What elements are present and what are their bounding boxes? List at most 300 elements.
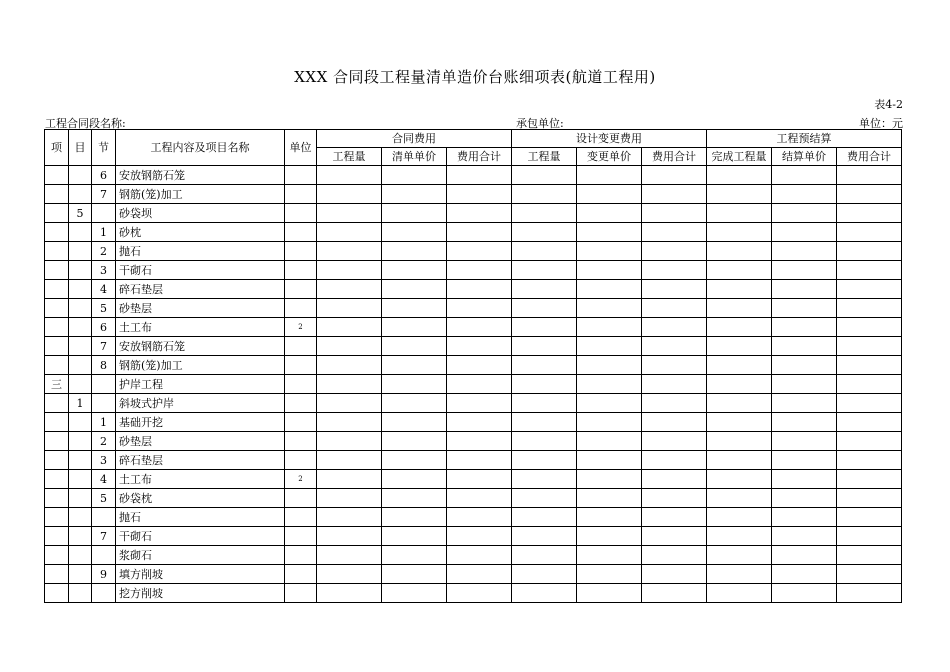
cell-value (577, 261, 642, 280)
cell-jie: 9 (92, 565, 116, 584)
cell-value (837, 223, 902, 242)
cell-xiang (45, 337, 69, 356)
table-row (45, 584, 902, 603)
cell-value (837, 166, 902, 185)
cell-value (512, 166, 577, 185)
cell-item-name: 砂垫层 (116, 432, 285, 451)
cell-value (577, 394, 642, 413)
cell-value (447, 432, 512, 451)
cell-value (447, 261, 512, 280)
cell-value (642, 318, 707, 337)
cell-jie: 1 (92, 223, 116, 242)
cell-value (577, 318, 642, 337)
cell-mu (69, 166, 92, 185)
cell-value (642, 185, 707, 204)
cell-item-name: 干砌石 (116, 261, 285, 280)
cell-value (577, 527, 642, 546)
cell-unit (285, 299, 317, 318)
cell-xiang (45, 508, 69, 527)
table-row (45, 223, 902, 242)
cell-value (512, 318, 577, 337)
cell-value (447, 223, 512, 242)
table-row (45, 204, 902, 223)
table-row (45, 432, 902, 451)
contractor-label: 承包单位: (516, 117, 564, 130)
cell-item-name: 浆砌石 (116, 546, 285, 565)
cell-value (772, 337, 837, 356)
cell-value (707, 204, 772, 223)
cell-value (837, 489, 902, 508)
cell-xiang (45, 166, 69, 185)
cell-value (642, 204, 707, 223)
cell-value (837, 204, 902, 223)
cell-value (512, 565, 577, 584)
cell-item-name: 钢筋(笼)加工 (116, 185, 285, 204)
cell-value (382, 546, 447, 565)
cell-value (642, 432, 707, 451)
cell-value (837, 432, 902, 451)
cell-jie (92, 584, 116, 603)
table-row (45, 318, 902, 337)
cell-value (447, 470, 512, 489)
header-settle-price: 结算单价 (772, 148, 837, 166)
header-mu: 目 (69, 130, 92, 166)
cell-value (317, 584, 382, 603)
header-content: 工程内容及项目名称 (116, 130, 285, 166)
cell-unit (285, 546, 317, 565)
cell-mu (69, 375, 92, 394)
cell-value (512, 584, 577, 603)
cell-unit (285, 394, 317, 413)
cell-value (642, 451, 707, 470)
cell-value (577, 565, 642, 584)
cell-xiang (45, 185, 69, 204)
cell-value (382, 261, 447, 280)
cell-value (642, 565, 707, 584)
cell-value (317, 413, 382, 432)
table-row (45, 337, 902, 356)
cell-value (577, 223, 642, 242)
cell-value (512, 223, 577, 242)
cell-value (317, 204, 382, 223)
cell-value (382, 318, 447, 337)
table-number: 表4-2 (874, 98, 903, 111)
cell-jie: 2 (92, 242, 116, 261)
cell-value (837, 565, 902, 584)
cell-value (837, 394, 902, 413)
cell-jie (92, 204, 116, 223)
cell-value (642, 280, 707, 299)
cell-xiang (45, 432, 69, 451)
cell-value (317, 565, 382, 584)
cell-value (447, 356, 512, 375)
cell-value (642, 508, 707, 527)
cell-item-name: 填方削坡 (116, 565, 285, 584)
cell-value (642, 413, 707, 432)
table-row (45, 280, 902, 299)
cell-value (512, 527, 577, 546)
cell-xiang (45, 223, 69, 242)
cell-value (512, 508, 577, 527)
cell-unit (285, 489, 317, 508)
cell-mu (69, 565, 92, 584)
cell-unit (285, 584, 317, 603)
cell-value (642, 584, 707, 603)
cell-value (317, 261, 382, 280)
cell-value (772, 356, 837, 375)
cell-xiang (45, 527, 69, 546)
ledger-table (44, 129, 902, 603)
cell-value (512, 280, 577, 299)
cell-mu (69, 280, 92, 299)
cell-unit (285, 375, 317, 394)
cell-xiang (45, 489, 69, 508)
cell-item-name: 碎石垫层 (116, 451, 285, 470)
cell-value (707, 299, 772, 318)
cell-value (772, 185, 837, 204)
cell-value (382, 413, 447, 432)
cell-item-name: 碎石垫层 (116, 280, 285, 299)
table-row (45, 527, 902, 546)
cell-mu (69, 413, 92, 432)
table-row (45, 489, 902, 508)
cell-jie: 6 (92, 318, 116, 337)
cell-xiang (45, 565, 69, 584)
cell-xiang (45, 280, 69, 299)
cell-value (447, 166, 512, 185)
cell-xiang (45, 204, 69, 223)
cell-value (382, 242, 447, 261)
table-row (45, 565, 902, 584)
cell-value (317, 356, 382, 375)
cell-value (447, 546, 512, 565)
cell-jie: 7 (92, 527, 116, 546)
cell-value (642, 394, 707, 413)
cell-item-name: 基础开挖 (116, 413, 285, 432)
cell-value (707, 546, 772, 565)
cell-value (317, 394, 382, 413)
cell-value (577, 166, 642, 185)
cell-value (707, 508, 772, 527)
cell-unit (285, 356, 317, 375)
table-row (45, 508, 902, 527)
currency-unit-label: 单位：元 (859, 117, 903, 130)
cell-jie: 3 (92, 261, 116, 280)
cell-value (512, 299, 577, 318)
cell-value (707, 337, 772, 356)
cell-xiang (45, 470, 69, 489)
cell-mu (69, 337, 92, 356)
cell-unit (285, 451, 317, 470)
header-xiang: 项 (45, 130, 69, 166)
table-row (45, 470, 902, 489)
cell-unit: 2 (285, 470, 317, 489)
cell-value (512, 337, 577, 356)
cell-value (577, 204, 642, 223)
table-header (45, 130, 902, 166)
cell-value (512, 413, 577, 432)
cell-value (707, 489, 772, 508)
cell-value (837, 356, 902, 375)
cell-mu (69, 185, 92, 204)
cell-value (382, 375, 447, 394)
table-row (45, 394, 902, 413)
cell-value (707, 394, 772, 413)
cell-value (772, 375, 837, 394)
cell-value (317, 508, 382, 527)
cell-mu (69, 432, 92, 451)
cell-value (707, 470, 772, 489)
cell-value (512, 185, 577, 204)
cell-value (837, 242, 902, 261)
cell-value (577, 508, 642, 527)
cell-value (707, 432, 772, 451)
cell-value (707, 280, 772, 299)
cell-value (512, 204, 577, 223)
cell-value (317, 223, 382, 242)
cell-item-name: 斜坡式护岸 (116, 394, 285, 413)
cell-value (837, 451, 902, 470)
table-row (45, 546, 902, 565)
header-change-total: 费用合计 (642, 148, 707, 166)
cell-value (772, 451, 837, 470)
cell-value (447, 375, 512, 394)
table-row (45, 299, 902, 318)
header-contract-qty: 工程量 (317, 148, 382, 166)
cell-value (512, 394, 577, 413)
cell-value (317, 546, 382, 565)
cell-value (317, 527, 382, 546)
cell-value (382, 508, 447, 527)
cell-value (382, 394, 447, 413)
cell-value (707, 185, 772, 204)
cell-value (707, 451, 772, 470)
cell-value (382, 584, 447, 603)
cell-value (447, 584, 512, 603)
cell-xiang (45, 318, 69, 337)
cell-value (447, 185, 512, 204)
cell-value (382, 565, 447, 584)
header-contract: 合同费用 (317, 130, 512, 148)
cell-value (512, 470, 577, 489)
cell-value (642, 337, 707, 356)
cell-value (577, 375, 642, 394)
cell-value (707, 527, 772, 546)
cell-value (837, 470, 902, 489)
cell-mu (69, 223, 92, 242)
cell-value (512, 546, 577, 565)
cell-value (772, 318, 837, 337)
cell-mu (69, 527, 92, 546)
cell-value (317, 337, 382, 356)
cell-value (772, 261, 837, 280)
cell-value (837, 280, 902, 299)
cell-value (707, 242, 772, 261)
cell-jie: 1 (92, 413, 116, 432)
cell-unit (285, 527, 317, 546)
cell-xiang (45, 394, 69, 413)
cell-value (837, 413, 902, 432)
cell-xiang (45, 261, 69, 280)
cell-value (512, 242, 577, 261)
cell-value (707, 356, 772, 375)
table-row (45, 375, 902, 394)
cell-value (642, 470, 707, 489)
section-name-label: 工程合同段名称: (45, 117, 126, 130)
cell-mu (69, 356, 92, 375)
cell-xiang (45, 242, 69, 261)
cell-value (382, 223, 447, 242)
cell-value (382, 451, 447, 470)
cell-jie (92, 546, 116, 565)
cell-value (772, 565, 837, 584)
cell-value (512, 451, 577, 470)
cell-unit (285, 185, 317, 204)
cell-mu (69, 489, 92, 508)
table-row (45, 242, 902, 261)
cell-value (772, 546, 837, 565)
cell-xiang (45, 413, 69, 432)
cell-value (317, 166, 382, 185)
cell-unit (285, 432, 317, 451)
cell-value (577, 185, 642, 204)
cell-unit (285, 337, 317, 356)
cell-jie: 7 (92, 337, 116, 356)
table-row (45, 451, 902, 470)
cell-value (317, 432, 382, 451)
cell-value (707, 584, 772, 603)
cell-value (837, 185, 902, 204)
cell-value (772, 527, 837, 546)
cell-mu (69, 242, 92, 261)
cell-value (447, 451, 512, 470)
table-row (45, 166, 902, 185)
cell-value (382, 432, 447, 451)
cell-value (707, 375, 772, 394)
cell-value (772, 413, 837, 432)
cell-mu (69, 470, 92, 489)
cell-unit (285, 204, 317, 223)
cell-mu (69, 299, 92, 318)
cell-value (642, 242, 707, 261)
cell-jie: 5 (92, 299, 116, 318)
cell-mu (69, 584, 92, 603)
cell-value (447, 318, 512, 337)
cell-jie: 5 (92, 489, 116, 508)
header-design-change: 设计变更费用 (512, 130, 707, 148)
cell-item-name: 土工布 (116, 318, 285, 337)
page-title: XXX 合同段工程量清单造价台账细项表(航道工程用) (294, 68, 656, 86)
cell-value (642, 356, 707, 375)
header-settle-total: 费用合计 (837, 148, 902, 166)
cell-value (707, 261, 772, 280)
cell-xiang (45, 299, 69, 318)
header-contract-total: 费用合计 (447, 148, 512, 166)
cell-value (642, 527, 707, 546)
header-change-qty: 工程量 (512, 148, 577, 166)
header-unit: 单位 (285, 130, 317, 166)
cell-value (772, 584, 837, 603)
cell-value (772, 489, 837, 508)
cell-value (382, 166, 447, 185)
cell-value (577, 299, 642, 318)
cell-mu (69, 451, 92, 470)
cell-value (317, 451, 382, 470)
table-row (45, 356, 902, 375)
cell-jie (92, 394, 116, 413)
cell-value (382, 185, 447, 204)
cell-value (577, 451, 642, 470)
cell-value (772, 299, 837, 318)
cell-xiang (45, 584, 69, 603)
cell-value (707, 166, 772, 185)
cell-value (772, 242, 837, 261)
cell-value (837, 546, 902, 565)
cell-value (577, 356, 642, 375)
header-bill-price: 清单单价 (382, 148, 447, 166)
cell-unit (285, 223, 317, 242)
cell-item-name: 砂袋坝 (116, 204, 285, 223)
cell-value (642, 261, 707, 280)
cell-value (577, 413, 642, 432)
cell-unit: 2 (285, 318, 317, 337)
cell-value (317, 280, 382, 299)
cell-value (447, 204, 512, 223)
cell-jie: 8 (92, 356, 116, 375)
cell-value (317, 318, 382, 337)
cell-value (577, 337, 642, 356)
cell-value (447, 337, 512, 356)
cell-value (382, 356, 447, 375)
table-row (45, 185, 902, 204)
cell-value (707, 318, 772, 337)
cell-value (577, 470, 642, 489)
cell-jie: 7 (92, 185, 116, 204)
cell-value (512, 356, 577, 375)
cell-value (837, 337, 902, 356)
cell-item-name: 挖方削坡 (116, 584, 285, 603)
cell-value (382, 470, 447, 489)
cell-value (317, 299, 382, 318)
cell-value (447, 280, 512, 299)
cell-value (317, 470, 382, 489)
cell-mu (69, 318, 92, 337)
cell-xiang (45, 356, 69, 375)
cell-value (317, 185, 382, 204)
cell-value (642, 375, 707, 394)
cell-item-name: 土工布 (116, 470, 285, 489)
cell-unit (285, 508, 317, 527)
cell-value (837, 375, 902, 394)
header-jie: 节 (92, 130, 116, 166)
cell-value (447, 508, 512, 527)
cell-value (837, 527, 902, 546)
cell-mu (69, 508, 92, 527)
cell-mu (69, 546, 92, 565)
cell-item-name: 抛石 (116, 508, 285, 527)
cell-value (772, 223, 837, 242)
cell-value (772, 508, 837, 527)
cell-item-name: 抛石 (116, 242, 285, 261)
cell-value (772, 204, 837, 223)
cell-item-name: 干砌石 (116, 527, 285, 546)
cell-value (382, 527, 447, 546)
cell-item-name: 安放钢筋石笼 (116, 166, 285, 185)
cell-value (577, 280, 642, 299)
cell-unit (285, 261, 317, 280)
cell-value (577, 584, 642, 603)
cell-value (642, 299, 707, 318)
